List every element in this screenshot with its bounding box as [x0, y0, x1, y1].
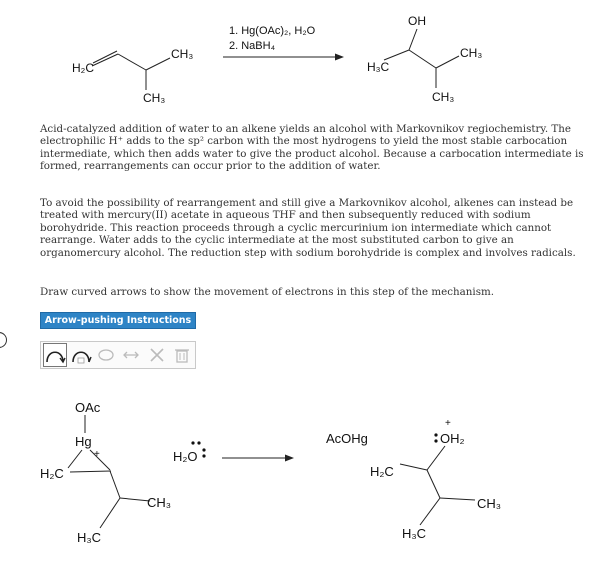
product-oh-label: OH: [408, 14, 426, 28]
product-plus-charge: +: [445, 418, 451, 429]
product-h2c-label[interactable]: H₂C: [370, 464, 394, 479]
product-ch3-label[interactable]: CH₃: [477, 496, 502, 511]
intermediate-oac-label[interactable]: OAc: [75, 400, 101, 415]
intermediate-ch3-label[interactable]: CH₃: [147, 495, 172, 510]
curved-arrow-single-icon[interactable]: [68, 343, 92, 367]
arrow-pushing-instructions-button[interactable]: Arrow-pushing Instructions: [40, 312, 196, 329]
water-label[interactable]: H₂O: [173, 449, 198, 464]
reagent-step-2: 2. NaBH₄: [229, 40, 276, 52]
product-ch3-right-label: CH₃: [460, 46, 483, 60]
intermediate-plus-charge: +: [94, 449, 100, 460]
double-arrow-icon[interactable]: [119, 343, 143, 367]
intermediate-h2c-label[interactable]: H₂C: [40, 466, 64, 481]
drawing-toolbar: [40, 341, 196, 369]
delete-x-icon[interactable]: [144, 343, 168, 367]
reagent-step-1: 1. Hg(OAc)₂, H₂O: [229, 25, 316, 37]
oxygen-lone-pair: [434, 433, 437, 442]
task-instruction: Draw curved arrows to show the movement of electrons in this step of the mechanism.: [40, 286, 495, 298]
product-ch3-bottom-label: CH₃: [432, 90, 455, 104]
curved-arrow-double-icon[interactable]: [43, 343, 67, 367]
mercurinium-intermediate: [68, 415, 150, 528]
product-acohg-label[interactable]: AcOHg: [326, 431, 368, 446]
reactant-ch3-bottom-label: CH₃: [143, 91, 166, 105]
intro-paragraph: Acid-catalyzed addition of water to an alkene yields an alcohol with Markovnikov regiochemistry. The electrophilic H⁺ adds to the sp² carbon with the most hydrogens to yield the most stable carbocation intermediate, which then adds water to give the product alcohol. Because a carbocation intermediate is formed, rearrangements can occur prior to the addition of water.: [40, 123, 584, 173]
product-h3c-label[interactable]: H₃C: [402, 526, 427, 541]
reactant-ch3-right-label: CH₃: [171, 47, 194, 61]
product-h3c-label: H₃C: [367, 60, 390, 74]
reactant-h2c-label: H₂C: [72, 61, 94, 75]
organomercury-product: [400, 446, 475, 525]
reactant-structure: [92, 51, 170, 90]
lasso-icon[interactable]: [94, 343, 118, 367]
product-oh2-label[interactable]: OH₂: [440, 431, 465, 446]
intermediate-hg-label[interactable]: Hg: [75, 434, 92, 449]
reaction-arrow: [223, 54, 344, 61]
trash-icon[interactable]: [170, 343, 194, 367]
oxymercuration-paragraph: To avoid the possibility of rearrangement and still give a Markovnikov alcohol, alkenes can instead be treated with mercury(II) acetate in aqueous THF and then subsequently reduced with sodium borohydride. This reaction proceeds through a cyclic mercurinium ion intermediate which cannot rearrange. Water adds to the cyclic intermediate at the most substituted carbon to give an organomercury alcohol. The reduction step with sodium borohydride is complex and involves radicals.: [40, 197, 576, 259]
intermediate-h3c-label[interactable]: H₃C: [77, 530, 102, 545]
mechanism-arrow: [222, 455, 294, 462]
product-structure: [384, 29, 459, 88]
